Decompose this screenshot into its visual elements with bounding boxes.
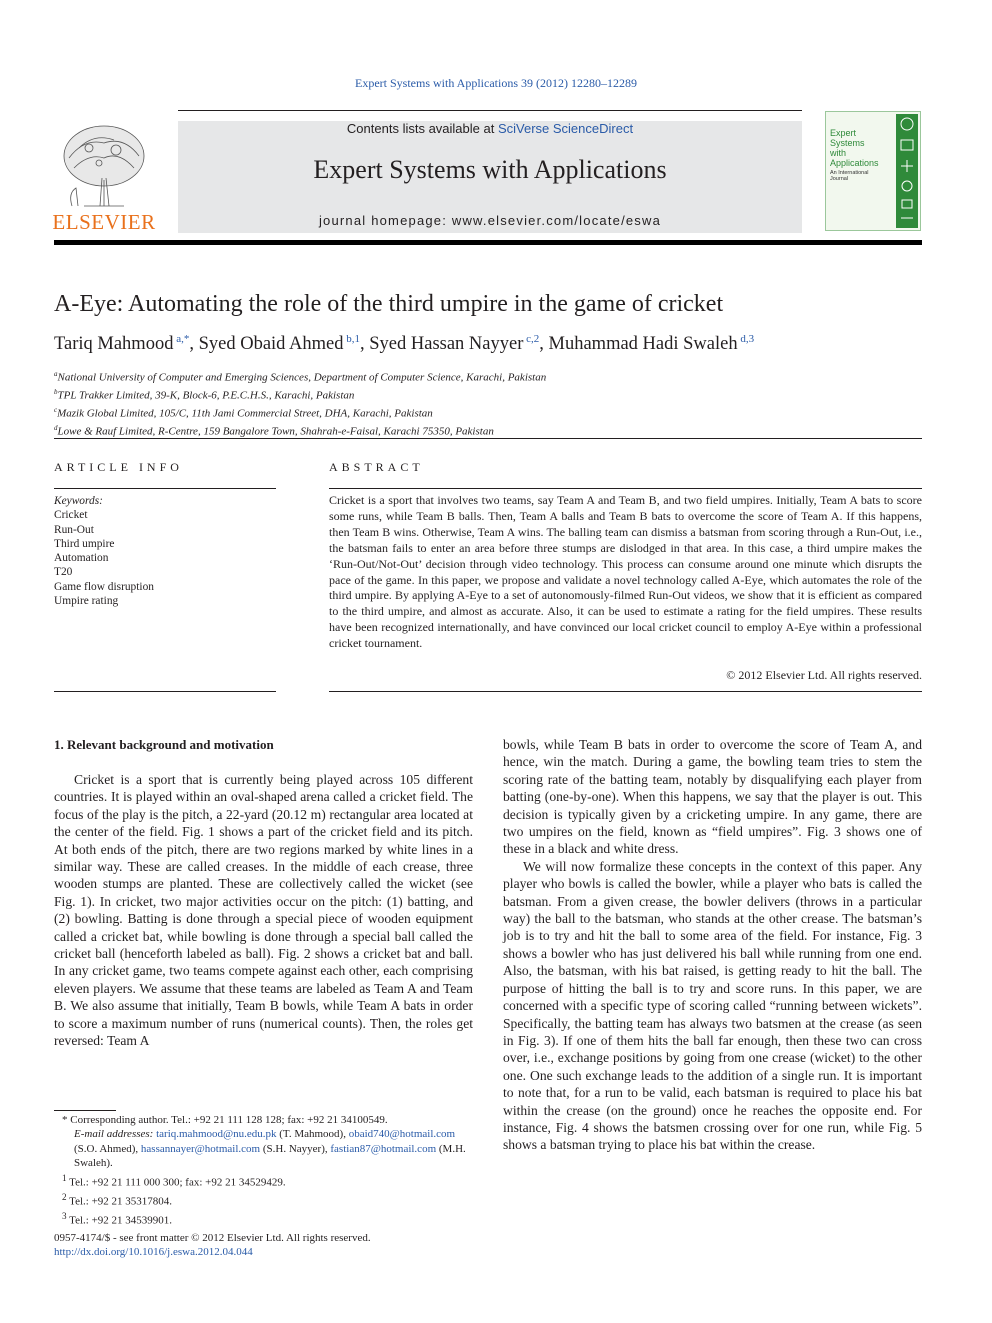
journal-homepage (178, 213, 802, 228)
author-affiliation-marker[interactable]: b,1 (343, 333, 360, 345)
elsevier-wordmark: ELSEVIER (52, 210, 156, 234)
affiliation: $^c$Mazik Global Limited, 105/C, 11th Jami Commercial Street, DHA, Karachi, Pakistan (54, 405, 433, 420)
copyright-notice: © 2012 Elsevier Ltd. All rights reserved. (726, 668, 922, 682)
email-link[interactable]: hassannayer@hotmail.com (140, 1142, 261, 1155)
contents-prefix: Contents lists available at (346, 121, 498, 136)
affiliation-rule (54, 438, 922, 439)
keyword: Third umpire (54, 537, 115, 550)
footnote-1: $^1$ Tel.: +92 21 111 000 300; fax: +92 21 34529429. (62, 1172, 286, 1189)
abstract-heading: ABSTRACT (329, 460, 424, 474)
affiliation: $^b$TPL Trakker Limited, 39-K, Block-6, P.E.C.H.S., Karachi, Pakistan (54, 387, 355, 402)
article-info-rule-top (54, 488, 276, 489)
author-affiliation-marker[interactable]: c,2 (523, 333, 540, 345)
keywords-label: Keywords: (54, 495, 103, 507)
section-heading: 1. Relevant background and motivation (54, 737, 274, 752)
cover-icon-strip (896, 114, 918, 228)
email-owner: (S.H. Nayyer), (260, 1142, 328, 1155)
homepage-url[interactable]: www.elsevier.com/locate/eswa (451, 213, 662, 228)
author-name: Tariq Mahmood (54, 334, 174, 354)
keyword: Automation (54, 552, 109, 565)
cover-icons-icon (896, 114, 918, 228)
author-name: Syed Hassan Nayyer (369, 334, 524, 354)
abstract-text: Cricket is a sport that involves two teams, say Team A and Team B, and two field umpires. Initially, Team A bats to score some runs, while Team B balls. Then, Team A balls and Team B bats to overcome the score of Team A. If this happens, then Team B wins. Otherwise, Team A wins. The balling team can dismiss a batsman from scoring through a Run-Out, i.e., the batsman fails to enter an area before three stumps are dislodged in that area. In this case, a third umpire makes the ‘Run-Out/Not-Out’ decision through video technology. This process can consume around one minute which disrupts the pace of the game. In this paper, we propose and validate a novel technology called A-Eye, which automates the role of the third umpire. By applying A-Eye to a set of autonomously-filmed Run-Out videos, we show that it is efficient as compared to the third umpire, and almost as accurate. Also, it can be used to estimate a rating for the field umpires. These results have been recognized internationally, and have convinced our local cricket council to employ A-Eye within a professional cricket tournament. (329, 493, 922, 651)
header-top-rule (178, 110, 802, 111)
sciencedirect-link[interactable]: SciVerse ScienceDirect (497, 121, 634, 136)
keyword-list (54, 508, 154, 608)
footnote-1-text: Tel.: +92 21 111 000 300; fax: +92 21 34529429. (69, 1176, 286, 1189)
article-info-heading: ARTICLE INFO (54, 460, 183, 474)
footnote-rule (54, 1110, 116, 1111)
journal-cover-thumbnail[interactable] (825, 111, 921, 231)
email-owner: (S.O. Ahmed), (74, 1142, 139, 1155)
article-info-rule-bottom (54, 691, 276, 692)
contents-line (178, 121, 802, 136)
email-addresses (54, 1127, 473, 1170)
email-owner: (T. Mahmood), (276, 1128, 346, 1141)
footnote-3-text: Tel.: +92 21 34539901. (69, 1214, 173, 1227)
issn-line: 0957-4174/$ - see front matter © 2012 Elsevier Ltd. All rights reserved. (54, 1232, 371, 1244)
keyword: Umpire rating (54, 595, 119, 608)
journal-reference[interactable]: Expert Systems with Applications 39 (2012) 12280–12289 (355, 76, 637, 90)
keywords-block (54, 494, 154, 608)
footnote-2-text: Tel.: +92 21 35317804. (69, 1195, 173, 1208)
body-column-left (54, 771, 473, 1050)
header-thick-rule (54, 240, 922, 245)
doi-link[interactable]: http://dx.doi.org/10.1016/j.eswa.2012.04.044 (54, 1246, 253, 1259)
issn-doi-block (54, 1231, 371, 1260)
footnote-3: $^3$ Tel.: +92 21 34539901. (62, 1210, 173, 1227)
body-paragraph: We will now formalize these concepts in the context of this paper. Any player who bowls is called the bowler, while a player who bats is called the batsman. From a given crease, the bowler delivers (throws in a particular way) the ball to the batsman, who stands at the other crease. The batsman’s job is to try and hit the ball to some area of the field. For instance, Fig. 3 shows a bowler who has just delivered his ball while running from one end. Also, the batsman, with his bat raised, is getting ready to hit the ball. The purpose of hitting the ball is to try and score runs. In this paper, we are concerned with a specific type of scoring called “running between wickets”. Specifically, the batting team has always two batsmen at the crease (as seen in Fig. 3). If one of them hits the ball far enough, then these two can cross over, i.e., exchange positions by going from one crease (wicket) to the other one. One such exchange leads to the addition of a single run. It is important to note that, for a run to be valid, each batsman is required to place his bat within the crease (on the ground) once he reaches the opposite end. For instance, Fig. 4 shows the batsmen crossing over for one run, while Fig. 5 shows a batsman trying to place his bat within the crease. (503, 858, 922, 1153)
keyword: Run-Out (54, 523, 94, 536)
email-link[interactable]: tariq.mahmood@nu.edu.pk (156, 1128, 277, 1141)
keyword: Game flow disruption (54, 580, 154, 593)
footnote-2: $^2$ Tel.: +92 21 35317804. (62, 1191, 173, 1208)
cover-subtitle: An International Journal (830, 170, 869, 182)
email-link[interactable]: fastian87@hotmail.com (330, 1142, 437, 1155)
author-affiliation-marker[interactable]: d,3 (737, 333, 755, 345)
email-label: E-mail addresses: (74, 1128, 154, 1141)
corresponding-author-note: * Corresponding author. Tel.: +92 21 111 128 128; fax: +92 21 34100549. (62, 1114, 388, 1126)
body-paragraph: Cricket is a sport that is currently being played across 105 different countries. It is played within an oval-shaped arena called a cricket field. The focus of the play is the pitch, a 22-yard (20.12 m) rectangular area located at the center of the field. Fig. 1 shows a part of the cricket field and its pitch. At both ends of the pitch, there are two regions marked by white lines in a similar way. These are called creases. In the middle of each crease, three wooden stumps are planted. These are collectively called the wicket (see Fig. 1). In cricket, two major activities occur on the pitch: (1) batting, and (2) bowling. Batting is done through a special piece of wooden equipment called a cricket bat, while bowling is done through a special ball called the cricket ball (henceforth labeled as ball). Fig. 2 shows a cricket bat and ball. In any cricket game, two teams compete against each other, each comprising eleven players. We assume that these teams are labeled as Team A and Team B. We also assume that initially, Team B bowls, while Team A bats in order to score a maximum number of runs (numerical counts). Then, the roles get reversed: Team A (54, 772, 473, 1049)
email-owner: (M.H. Swaleh). (74, 1142, 466, 1170)
affiliation-list (54, 367, 546, 439)
affiliation: $^d$Lowe & Rauf Limited, R-Centre, 159 Bangalore Town, Shahrah-e-Faisal, Karachi 75350, Pakistan (54, 423, 494, 438)
abstract-rule-top (329, 488, 922, 489)
footnotes (54, 1113, 473, 1228)
paper-title: A-Eye: Automating the role of the third umpire in the game of cricket (54, 291, 724, 317)
body-column-right (503, 736, 922, 1154)
cover-title: Expert Systems with Applications (830, 128, 879, 168)
author-name: Syed Obaid Ahmed (198, 334, 344, 354)
homepage-prefix: journal homepage: (318, 213, 452, 228)
affiliation: $^a$National University of Computer and Emerging Sciences, Department of Computer Science, Karachi, Pakistan (54, 370, 547, 384)
author-list: Tariq Mahmood $^{a,*}$, Syed Obaid Ahmed $^{b,1}$, Syed Hassan Nayyer $^{c,2}$, Muhammad Hadi Swaleh $^{d,3}$ (54, 333, 755, 354)
body-paragraph: bowls, while Team B bats in order to overcome the score of Team A, and hence, win the match. During a game, the bowling team tries to stem the scoring rate of the batting team, notably by disqualifying each player from batting (one-by-one). When this happens, we say that the player is out. This decision is typically given by a cricketing umpire. In any game, there are two umpires on the field, known as “field umpires”. Fig. 3 shows one of these in a black and white dress. (503, 737, 922, 857)
keyword: Cricket (54, 509, 88, 522)
author-affiliation-marker[interactable]: a,* (173, 333, 190, 345)
keyword: T20 (54, 566, 73, 579)
journal-name: Expert Systems with Applications (313, 155, 667, 184)
author-name: Muhammad Hadi Swaleh (548, 334, 738, 354)
email-link[interactable]: obaid740@hotmail.com (348, 1128, 456, 1141)
abstract-rule-bottom (329, 691, 922, 692)
